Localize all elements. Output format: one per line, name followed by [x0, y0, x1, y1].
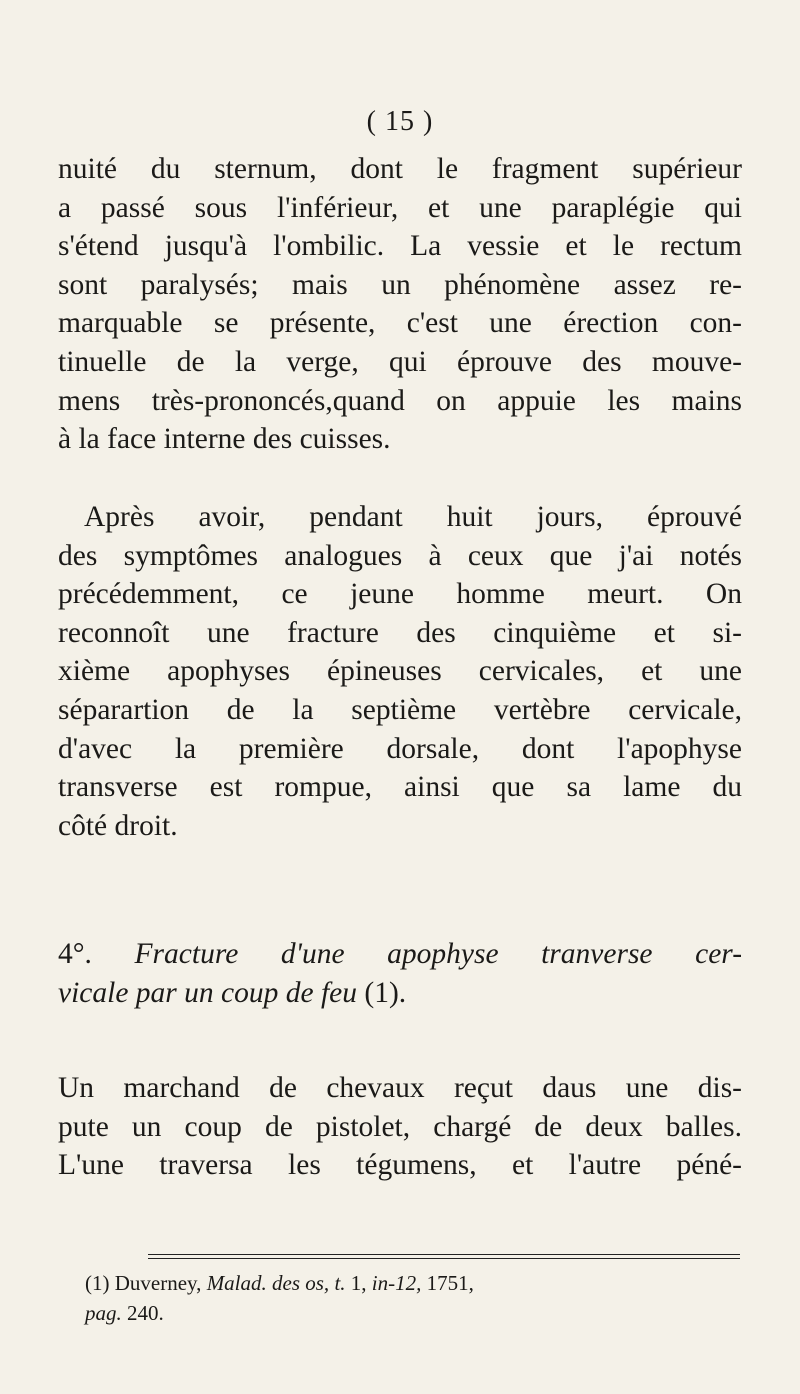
footnote-line-1	[85, 1268, 742, 1298]
footnote-divider	[148, 1254, 740, 1255]
text-line: pute un coup de pistolet, chargé de deux balles.	[58, 1110, 742, 1143]
footnote-marker: (1)	[85, 1271, 110, 1295]
footnote-line-2	[85, 1298, 742, 1328]
text-line: Un marchand de chevaux reçut daus une dis-	[58, 1072, 742, 1104]
paragraph-3	[58, 1069, 742, 1185]
text-line: sont paralysés; mais un phénomène assez re-	[58, 268, 742, 301]
text-line: précédemment, ce jeune homme meurt. On	[58, 578, 742, 611]
text-line: L'une traversa les tégumens, et l'autre péné-	[58, 1149, 742, 1182]
heading-line-2	[58, 974, 742, 1013]
text-line: mens très-prononcés,quand on appuie les mains	[58, 384, 742, 417]
paragraph-2	[58, 498, 742, 845]
text-line: xième apophyses épineuses cervicales, et une	[58, 655, 742, 688]
text-line: nuité du sternum, dont le fragment supérieur	[58, 153, 742, 185]
heading-text-1: Fracture d'une apophyse tranverse cer-	[134, 938, 743, 970]
footnote-volume-number: 1,	[350, 1271, 367, 1295]
footnote-volume: t.	[334, 1271, 346, 1295]
text-line: Après avoir, pendant huit jours, éprouvé	[84, 501, 742, 533]
footnote-reference: (1).	[364, 976, 407, 1009]
footnote-divider	[148, 1258, 740, 1259]
text-line: séparartion de la septième vertèbre cervicale,	[58, 693, 742, 726]
section-number: 4°.	[58, 938, 92, 970]
footnote-page-label: pag.	[85, 1301, 122, 1325]
page-number: ( 15 )	[366, 106, 434, 137]
footnote	[85, 1268, 742, 1328]
text-line: transverse est rompue, ainsi que sa lame du	[58, 771, 742, 804]
text-line: a passé sous l'inférieur, et une paraplégie qui	[58, 191, 742, 224]
paragraph-1	[58, 150, 742, 459]
footnote-author: Duverney,	[114, 1271, 202, 1295]
text-line: côté droit.	[58, 809, 178, 842]
text-line: tinuelle de la verge, qui éprouve des mouve-	[58, 345, 742, 378]
text-line: des symptômes analogues à ceux que j'ai notés	[58, 539, 742, 572]
footnote-format: in-12,	[371, 1271, 422, 1295]
text-line: marquable se présente, c'est une érection con-	[58, 307, 742, 340]
footnote-year: 1751,	[426, 1271, 474, 1295]
heading-text-2: vicale par un coup de feu	[58, 976, 358, 1009]
text-line: reconnoît une fracture des cinquième et si-	[58, 616, 742, 649]
section-heading	[58, 935, 742, 1012]
text-line: s'étend jusqu'à l'ombilic. La vessie et le rectum	[58, 230, 742, 263]
text-line: d'avec la première dorsale, dont l'apophyse	[58, 732, 742, 765]
footnote-title: Malad. des os,	[206, 1271, 330, 1295]
text-line: à la face interne des cuisses.	[58, 423, 391, 456]
heading-line-1	[58, 935, 742, 974]
footnote-page-number: 240.	[127, 1301, 164, 1325]
